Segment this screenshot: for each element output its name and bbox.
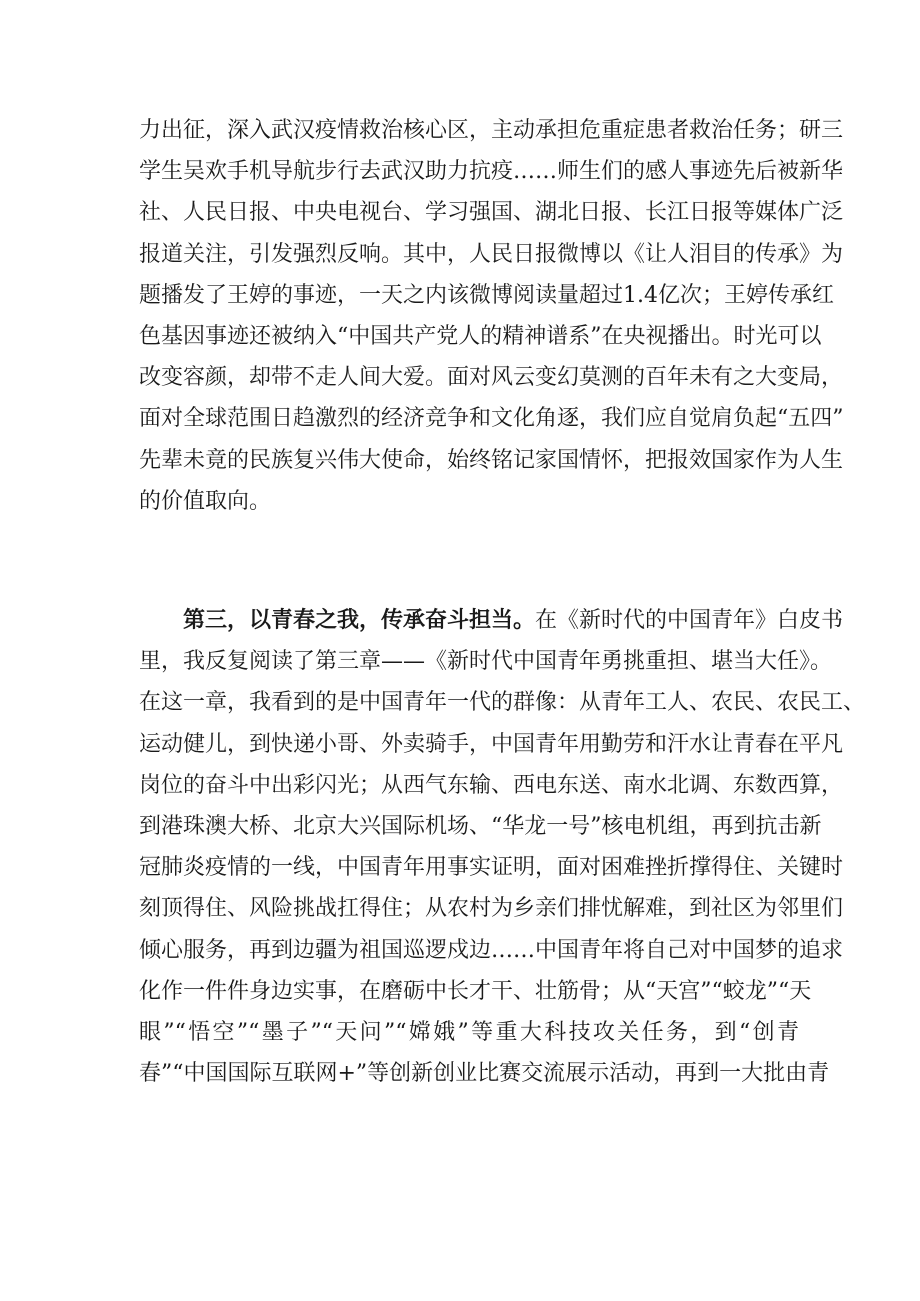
paragraph-line: 的价值取向。 — [139, 488, 272, 514]
paragraph-line: 题播发了王婷的事迹，一天之内该微博阅读量超过1.4亿次；王婷传承红 — [139, 282, 834, 308]
paragraph-line-rest: 在《新时代的中国青年》白皮书 — [535, 608, 844, 633]
paragraph-first-line — [139, 600, 844, 641]
paragraph-line: 报道关注，引发强烈反响。其中，人民日报微博以《让人泪目的传承》为 — [139, 241, 844, 267]
paragraph-line: 到港珠澳大桥、北京大兴国际机场、“华龙一号”核电机组，再到抗击新 — [139, 813, 822, 839]
paragraph-line: 刻顶得住、风险挑战扛得住；从农村为乡亲们排忧解难，到社区为邻里们 — [139, 896, 844, 922]
paragraph-line: 眼”“悟空”“墨子”“天问”“嫦娥”等重大科技攻关任务，到“创青 — [139, 1019, 799, 1045]
paragraph-line: 力出征，深入武汉疫情救治核心区，主动承担危重症患者救治任务；研三 — [139, 118, 844, 143]
paragraph-line: 春”“中国国际互联网+”等创新创业比赛交流展示活动，再到一大批由青 — [139, 1061, 830, 1087]
section-heading: 第三，以青春之我，传承奋斗担当。 — [183, 607, 536, 633]
paragraph-line: 岗位的奋斗中出彩闪光；从西气东输、西电东送、南水北调、东数西算， — [139, 772, 844, 798]
paragraph-line: 面对全球范围日趋激烈的经济竞争和文化角逐，我们应自觉肩负起“五四” — [139, 406, 844, 432]
paragraph-line: 在这一章，我看到的是中国青年一代的群像：从青年工人、农民、农民工、 — [139, 690, 866, 716]
paragraph-line: 学生吴欢手机导航步行去武汉助力抗疫……师生们的感人事迹先后被新华 — [139, 159, 844, 185]
paragraph-line: 冠肺炎疫情的一线，中国青年用事实证明，面对困难挫折撑得住、关键时 — [139, 855, 844, 881]
paragraph-line: 先辈未竟的民族复兴伟大使命，始终铭记家国情怀，把报效国家作为人生 — [139, 447, 844, 473]
paragraph-line: 运动健儿，到快递小哥、外卖骑手，中国青年用勤劳和汗水让青春在平凡 — [139, 731, 844, 757]
paragraph-line: 改变容颜，却带不走人间大爱。面对风云变幻莫测的百年未有之大变局， — [139, 365, 844, 391]
paragraph-line: 里，我反复阅读了第三章——《新时代中国青年勇挑重担、堪当大任》。 — [139, 649, 833, 675]
paragraph-2 — [139, 600, 866, 1094]
paragraph-line: 色基因事迹还被纳入“中国共产党人的精神谱系”在央视播出。时光可以 — [139, 323, 822, 349]
paragraph-line: 化作一件件身边实事，在磨砺中长才干、壮筋骨；从“天宫”“蛟龙”“天 — [139, 978, 812, 1004]
paragraph-line: 社、人民日报、中央电视台、学习强国、湖北日报、长江日报等媒体广泛 — [139, 200, 844, 226]
paragraph-1 — [139, 110, 844, 522]
paragraph-line: 倾心服务，再到边疆为祖国巡逻戍边……中国青年将自己对中国梦的追求 — [139, 937, 844, 963]
